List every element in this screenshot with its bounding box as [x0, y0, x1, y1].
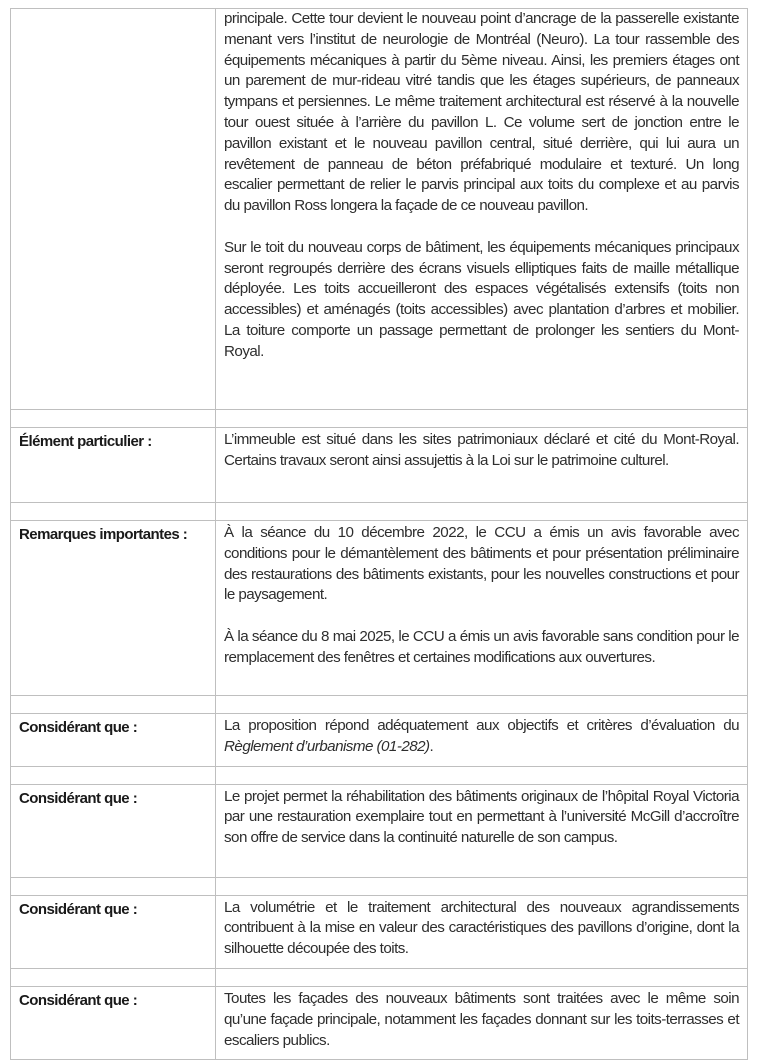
regulation-reference: Règlement d’urbanisme (01-282)	[224, 737, 430, 755]
spacer-row	[11, 696, 748, 714]
paragraph: Toutes les façades des nouveaux bâtiments sont traitées avec le même soin qu’une façade principale, notamment les façades donnant sur les toits-terrasses et escaliers publics.	[224, 989, 739, 1049]
row-content	[216, 895, 748, 968]
row-label: Considérant que :	[11, 986, 216, 1059]
document-table	[10, 8, 748, 1060]
paragraph	[224, 716, 739, 758]
row-label: Considérant que :	[11, 714, 216, 767]
spacer-cell	[11, 766, 216, 784]
spacer-row	[11, 503, 748, 521]
paragraph: La volumétrie et le traitement architectural des nouveaux agrandissements contribuent à la mise en valeur des caractéristiques des pavillons d’origine, dont la silhouette découpée des toits.	[224, 898, 739, 958]
row-content	[216, 714, 748, 767]
spacer-cell	[216, 766, 748, 784]
spacer-cell	[11, 877, 216, 895]
spacer-cell	[11, 968, 216, 986]
row-label: Considérant que :	[11, 895, 216, 968]
row-content	[216, 784, 748, 877]
text: La proposition répond adéquatement aux objectifs et critères d’évaluation du	[224, 717, 739, 734]
spacer-cell	[11, 696, 216, 714]
spacer-row	[11, 766, 748, 784]
spacer-row	[11, 877, 748, 895]
row-content	[216, 428, 748, 503]
row-label: Remarques importantes :	[11, 521, 216, 696]
row-label: Considérant que :	[11, 784, 216, 877]
spacer-cell	[216, 410, 748, 428]
table-row-considerant-1	[11, 714, 748, 767]
row-content	[216, 986, 748, 1059]
spacer-cell	[11, 410, 216, 428]
row-label	[11, 9, 216, 410]
row-content	[216, 9, 748, 410]
text: .	[429, 737, 434, 755]
table-row-considerant-2	[11, 784, 748, 877]
paragraph: À la séance du 10 décembre 2022, le CCU a émis un avis favorable avec conditions pour le démantèlement des bâtiments et pour présentation préliminaire des restaurations des bâtiments existants, pour les nouvelles constructions et pour le paysagement.	[224, 524, 739, 604]
table-row-remarques-importantes	[11, 521, 748, 696]
paragraph: L’immeuble est situé dans les sites patrimoniaux déclaré et cité du Mont-Royal. Certains travaux seront ainsi assujettis à la Loi sur le patrimoine culturel.	[224, 431, 739, 469]
spacer-cell	[216, 968, 748, 986]
paragraph: principale. Cette tour devient le nouveau point d’ancrage de la passerelle existante menant vers l’institut de neurologie de Montréal (Neuro). La tour rassemble des équipements mécaniques à partir du 5ème niveau. Ainsi, les premiers étages ont un parement de mur-rideau vitré tandis que les étages supérieurs, de panneaux tympans et persiennes. Le même traitement architectural est réservé à la nouvelle tour ouest située à l’arrière du pavillon L. Ce volume sert de jonction entre le pavillon existant et le nouveau pavillon central, situé derrière, qui lui aura un revêtement de panneau de béton préfabriqué modulaire et texturé. Un long escalier permettant de relier le parvis principal aux toits du complexe et au parvis du pavillon Ross longera la façade de ce nouveau pavillon.	[224, 10, 739, 215]
paragraph: Sur le toit du nouveau corps de bâtiment, les équipements mécaniques principaux seront regroupés derrière des écrans visuels elliptiques faits de maille métallique déployée. Les toits accueilleront des espaces végétalisés extensifs (toits non accessibles) et aménagés (toits accessibles) avec plantation d’arbres et mobilier. La toiture comporte un passage permettant de prolonger les sentiers du Mont-Royal.	[224, 238, 739, 360]
table-row-considerant-4	[11, 986, 748, 1059]
spacer-cell	[216, 877, 748, 895]
row-label: Élément particulier :	[11, 428, 216, 503]
table-row-description	[11, 9, 748, 410]
spacer-cell	[216, 503, 748, 521]
row-content	[216, 521, 748, 696]
spacer-cell	[216, 696, 748, 714]
table-row-considerant-3	[11, 895, 748, 968]
table-row-element-particulier	[11, 428, 748, 503]
paragraph: Le projet permet la réhabilitation des bâtiments originaux de l’hôpital Royal Victoria par une restauration exemplaire tout en permettant à l’université McGill d’accroître son offre de service dans la continuité naturelle de son campus.	[224, 787, 739, 847]
spacer-cell	[11, 503, 216, 521]
paragraph: À la séance du 8 mai 2025, le CCU a émis un avis favorable sans condition pour le remplacement des fenêtres et certaines modifications aux ouvertures.	[224, 627, 739, 666]
spacer-row	[11, 968, 748, 986]
spacer-row	[11, 410, 748, 428]
